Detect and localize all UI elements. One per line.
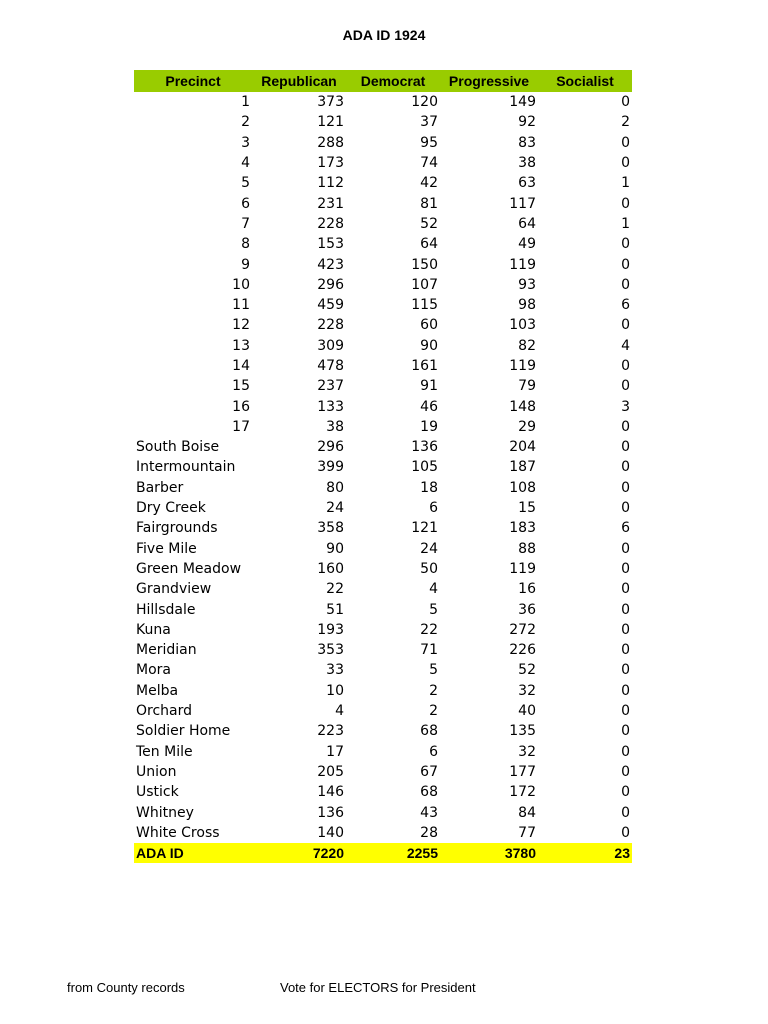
precinct-name: Barber bbox=[136, 479, 184, 496]
cell-republican: 288 bbox=[317, 134, 344, 151]
cell-socialist: 0 bbox=[621, 155, 630, 172]
table-row bbox=[134, 599, 632, 619]
cell-progressive: 98 bbox=[518, 297, 536, 314]
total-republican: 7220 bbox=[252, 843, 346, 863]
table-row bbox=[134, 721, 632, 741]
cell-socialist: 0 bbox=[621, 500, 630, 517]
cell-republican: 173 bbox=[317, 155, 344, 172]
cell-republican: 146 bbox=[317, 784, 344, 801]
cell-progressive: 119 bbox=[509, 560, 536, 577]
cell-socialist: 0 bbox=[621, 479, 630, 496]
cell-socialist: 0 bbox=[621, 601, 630, 618]
cell-republican: 296 bbox=[317, 439, 344, 456]
precinct-name: 6 bbox=[241, 195, 250, 212]
precinct-name: 4 bbox=[241, 155, 250, 172]
cell-democrat: 68 bbox=[420, 723, 438, 740]
cell-socialist: 0 bbox=[621, 621, 630, 638]
precinct-name: 16 bbox=[232, 398, 250, 415]
cell-progressive: 92 bbox=[518, 114, 536, 131]
cell-progressive: 79 bbox=[518, 378, 536, 395]
cell-socialist: 0 bbox=[621, 317, 630, 334]
cell-republican: 136 bbox=[317, 804, 344, 821]
cell-democrat: 19 bbox=[420, 418, 438, 435]
cell-progressive: 117 bbox=[509, 195, 536, 212]
cell-democrat: 37 bbox=[420, 114, 438, 131]
precinct-name: Orchard bbox=[136, 703, 193, 720]
source-note: from County records bbox=[67, 980, 185, 995]
cell-democrat: 71 bbox=[420, 642, 438, 659]
cell-republican: 358 bbox=[317, 520, 344, 537]
precinct-name: 10 bbox=[232, 276, 250, 293]
cell-republican: 22 bbox=[326, 581, 344, 598]
header-republican: Republican bbox=[252, 70, 346, 92]
cell-socialist: 6 bbox=[621, 297, 630, 314]
table-row bbox=[134, 437, 632, 457]
cell-progressive: 177 bbox=[509, 763, 536, 780]
table-row bbox=[134, 498, 632, 518]
cell-socialist: 6 bbox=[621, 520, 630, 537]
cell-republican: 140 bbox=[317, 824, 344, 841]
table-row bbox=[134, 742, 632, 762]
cell-progressive: 40 bbox=[518, 703, 536, 720]
cell-socialist: 0 bbox=[621, 784, 630, 801]
cell-democrat: 60 bbox=[420, 317, 438, 334]
table-row bbox=[134, 315, 632, 335]
table-row bbox=[134, 701, 632, 721]
cell-democrat: 120 bbox=[411, 94, 438, 111]
cell-democrat: 67 bbox=[420, 763, 438, 780]
cell-democrat: 28 bbox=[420, 824, 438, 841]
total-progressive: 3780 bbox=[440, 843, 538, 863]
cell-republican: 228 bbox=[317, 215, 344, 232]
cell-progressive: 77 bbox=[518, 824, 536, 841]
cell-socialist: 0 bbox=[621, 276, 630, 293]
cell-progressive: 204 bbox=[509, 439, 536, 456]
cell-progressive: 93 bbox=[518, 276, 536, 293]
cell-socialist: 0 bbox=[621, 459, 630, 476]
cell-republican: 231 bbox=[317, 195, 344, 212]
cell-republican: 228 bbox=[317, 317, 344, 334]
precinct-name: 7 bbox=[241, 215, 250, 232]
table-row bbox=[134, 92, 632, 112]
cell-progressive: 52 bbox=[518, 662, 536, 679]
cell-progressive: 38 bbox=[518, 155, 536, 172]
cell-republican: 10 bbox=[326, 682, 344, 699]
cell-republican: 309 bbox=[317, 337, 344, 354]
cell-socialist: 0 bbox=[621, 824, 630, 841]
cell-progressive: 183 bbox=[509, 520, 536, 537]
cell-republican: 223 bbox=[317, 723, 344, 740]
cell-republican: 193 bbox=[317, 621, 344, 638]
table-row bbox=[134, 396, 632, 416]
precinct-name: 15 bbox=[232, 378, 250, 395]
precinct-name: Grandview bbox=[136, 581, 212, 598]
vote-note: Vote for ELECTORS for President bbox=[280, 980, 476, 995]
table-row bbox=[134, 478, 632, 498]
total-label: ADA ID bbox=[134, 843, 252, 863]
cell-socialist: 0 bbox=[621, 418, 630, 435]
cell-democrat: 161 bbox=[411, 358, 438, 374]
cell-democrat: 6 bbox=[429, 743, 438, 760]
cell-progressive: 272 bbox=[509, 621, 536, 638]
cell-progressive: 103 bbox=[509, 317, 536, 334]
table-row bbox=[134, 173, 632, 193]
table-body bbox=[134, 92, 632, 843]
precinct-name: White Cross bbox=[136, 824, 220, 841]
cell-democrat: 150 bbox=[411, 256, 438, 273]
table-row bbox=[134, 275, 632, 295]
cell-socialist: 4 bbox=[621, 337, 630, 354]
cell-democrat: 81 bbox=[420, 195, 438, 212]
cell-socialist: 0 bbox=[621, 256, 630, 273]
table-row bbox=[134, 153, 632, 173]
cell-socialist: 0 bbox=[621, 439, 630, 456]
table-row bbox=[134, 295, 632, 315]
precinct-name: 12 bbox=[232, 317, 250, 334]
cell-progressive: 15 bbox=[518, 500, 536, 517]
precinct-name: 11 bbox=[232, 297, 250, 314]
table-row bbox=[134, 193, 632, 213]
cell-socialist: 0 bbox=[621, 642, 630, 659]
cell-republican: 205 bbox=[317, 763, 344, 780]
cell-republican: 24 bbox=[326, 500, 344, 517]
cell-socialist: 0 bbox=[621, 804, 630, 821]
cell-socialist: 0 bbox=[621, 540, 630, 557]
precinct-name: Dry Creek bbox=[136, 500, 206, 517]
cell-republican: 459 bbox=[317, 297, 344, 314]
table-row bbox=[134, 112, 632, 132]
cell-socialist: 0 bbox=[621, 236, 630, 253]
cell-democrat: 6 bbox=[429, 500, 438, 517]
total-socialist: 23 bbox=[538, 843, 632, 863]
cell-democrat: 90 bbox=[420, 337, 438, 354]
cell-democrat: 74 bbox=[420, 155, 438, 172]
cell-republican: 121 bbox=[317, 114, 344, 131]
cell-socialist: 0 bbox=[621, 723, 630, 740]
cell-republican: 33 bbox=[326, 662, 344, 679]
cell-democrat: 18 bbox=[420, 479, 438, 496]
cell-socialist: 0 bbox=[621, 703, 630, 720]
table-row bbox=[134, 681, 632, 701]
precinct-name: Fairgrounds bbox=[136, 520, 218, 537]
table-row bbox=[134, 620, 632, 640]
cell-progressive: 149 bbox=[509, 94, 536, 111]
cell-republican: 423 bbox=[317, 256, 344, 273]
cell-democrat: 43 bbox=[420, 804, 438, 821]
cell-democrat: 115 bbox=[411, 297, 438, 314]
precinct-name: Meridian bbox=[136, 642, 197, 659]
cell-progressive: 64 bbox=[518, 215, 536, 232]
page-title: ADA ID 1924 bbox=[342, 27, 426, 43]
cell-progressive: 36 bbox=[518, 601, 536, 618]
precinct-name: Hillsdale bbox=[136, 601, 196, 618]
precinct-name: Union bbox=[136, 763, 177, 780]
table-row bbox=[134, 823, 632, 843]
cell-socialist: 0 bbox=[621, 195, 630, 212]
cell-democrat: 5 bbox=[429, 662, 438, 679]
cell-progressive: 32 bbox=[518, 743, 536, 760]
cell-socialist: 0 bbox=[621, 378, 630, 395]
cell-progressive: 16 bbox=[518, 581, 536, 598]
cell-socialist: 0 bbox=[621, 94, 630, 111]
results-table bbox=[134, 70, 632, 863]
table-row bbox=[134, 762, 632, 782]
header-socialist: Socialist bbox=[538, 70, 632, 92]
cell-republican: 399 bbox=[317, 459, 344, 476]
cell-progressive: 83 bbox=[518, 134, 536, 151]
cell-democrat: 46 bbox=[420, 398, 438, 415]
table-row bbox=[134, 802, 632, 822]
table-row bbox=[134, 539, 632, 559]
header-precinct: Precinct bbox=[134, 70, 252, 92]
precinct-name: 5 bbox=[241, 175, 250, 192]
precinct-name: Five Mile bbox=[136, 540, 197, 557]
cell-progressive: 32 bbox=[518, 682, 536, 699]
cell-socialist: 0 bbox=[621, 743, 630, 760]
cell-progressive: 29 bbox=[518, 418, 536, 435]
cell-republican: 51 bbox=[326, 601, 344, 618]
cell-democrat: 52 bbox=[420, 215, 438, 232]
precinct-name: Mora bbox=[136, 662, 171, 679]
table-row bbox=[134, 214, 632, 234]
cell-democrat: 136 bbox=[411, 439, 438, 456]
table-row bbox=[134, 579, 632, 599]
table-row bbox=[134, 782, 632, 802]
cell-socialist: 0 bbox=[621, 560, 630, 577]
cell-progressive: 119 bbox=[509, 358, 536, 374]
cell-socialist: 3 bbox=[621, 398, 630, 415]
precinct-name: Whitney bbox=[136, 804, 194, 821]
cell-progressive: 135 bbox=[509, 723, 536, 740]
table-row bbox=[134, 559, 632, 579]
cell-democrat: 91 bbox=[420, 378, 438, 395]
cell-socialist: 1 bbox=[621, 215, 630, 232]
table-row bbox=[134, 336, 632, 356]
precinct-name: 2 bbox=[241, 114, 250, 131]
table-row bbox=[134, 254, 632, 274]
table-row bbox=[134, 640, 632, 660]
cell-republican: 4 bbox=[335, 703, 344, 720]
cell-democrat: 22 bbox=[420, 621, 438, 638]
precinct-name: 9 bbox=[241, 256, 250, 273]
precinct-name: 1 bbox=[241, 94, 250, 111]
cell-republican: 90 bbox=[326, 540, 344, 557]
cell-republican: 237 bbox=[317, 378, 344, 395]
total-democrat: 2255 bbox=[346, 843, 440, 863]
cell-democrat: 50 bbox=[420, 560, 438, 577]
cell-republican: 17 bbox=[326, 743, 344, 760]
cell-socialist: 0 bbox=[621, 662, 630, 679]
cell-democrat: 95 bbox=[420, 134, 438, 151]
precinct-name: South Boise bbox=[136, 439, 220, 456]
cell-republican: 112 bbox=[317, 175, 344, 192]
table-row bbox=[134, 518, 632, 538]
precinct-name: 3 bbox=[241, 134, 250, 151]
cell-republican: 478 bbox=[317, 358, 344, 374]
cell-socialist: 0 bbox=[621, 581, 630, 598]
cell-republican: 153 bbox=[317, 236, 344, 253]
header-progressive: Progressive bbox=[440, 70, 538, 92]
precinct-name: Green Meadow bbox=[136, 560, 242, 577]
cell-progressive: 148 bbox=[509, 398, 536, 415]
cell-democrat: 64 bbox=[420, 236, 438, 253]
cell-democrat: 107 bbox=[411, 276, 438, 293]
cell-progressive: 84 bbox=[518, 804, 536, 821]
cell-progressive: 82 bbox=[518, 337, 536, 354]
cell-socialist: 2 bbox=[621, 114, 630, 131]
cell-democrat: 4 bbox=[429, 581, 438, 598]
precinct-name: 14 bbox=[232, 358, 250, 374]
cell-progressive: 108 bbox=[509, 479, 536, 496]
precinct-name: Ten Mile bbox=[136, 743, 193, 760]
cell-democrat: 24 bbox=[420, 540, 438, 557]
precinct-name: Soldier Home bbox=[136, 723, 231, 740]
cell-progressive: 88 bbox=[518, 540, 536, 557]
cell-republican: 296 bbox=[317, 276, 344, 293]
cell-republican: 373 bbox=[317, 94, 344, 111]
cell-progressive: 119 bbox=[509, 256, 536, 273]
cell-progressive: 172 bbox=[509, 784, 536, 801]
cell-progressive: 226 bbox=[509, 642, 536, 659]
table-row bbox=[134, 457, 632, 477]
cell-democrat: 68 bbox=[420, 784, 438, 801]
precinct-name: Melba bbox=[136, 682, 179, 699]
cell-democrat: 2 bbox=[429, 682, 438, 699]
cell-republican: 133 bbox=[317, 398, 344, 415]
cell-progressive: 49 bbox=[518, 236, 536, 253]
cell-democrat: 42 bbox=[420, 175, 438, 192]
cell-socialist: 0 bbox=[621, 134, 630, 151]
cell-republican: 38 bbox=[326, 418, 344, 435]
precinct-name: Ustick bbox=[136, 784, 179, 801]
cell-socialist: 0 bbox=[621, 358, 630, 374]
cell-democrat: 105 bbox=[411, 459, 438, 476]
table-row bbox=[134, 356, 632, 376]
precinct-name: 13 bbox=[232, 337, 250, 354]
table-row bbox=[134, 376, 632, 396]
table-row bbox=[134, 133, 632, 153]
cell-democrat: 5 bbox=[429, 601, 438, 618]
cell-socialist: 0 bbox=[621, 763, 630, 780]
table-row bbox=[134, 417, 632, 437]
table-row bbox=[134, 234, 632, 254]
cell-republican: 353 bbox=[317, 642, 344, 659]
cell-socialist: 1 bbox=[621, 175, 630, 192]
table-header-row bbox=[134, 70, 632, 92]
cell-socialist: 0 bbox=[621, 682, 630, 699]
cell-progressive: 63 bbox=[518, 175, 536, 192]
cell-republican: 80 bbox=[326, 479, 344, 496]
cell-democrat: 121 bbox=[411, 520, 438, 537]
precinct-name: Kuna bbox=[136, 621, 171, 638]
total-row bbox=[134, 843, 632, 863]
header-democrat: Democrat bbox=[346, 70, 440, 92]
cell-democrat: 2 bbox=[429, 703, 438, 720]
precinct-name: 8 bbox=[241, 236, 250, 253]
cell-republican: 160 bbox=[317, 560, 344, 577]
cell-progressive: 187 bbox=[509, 459, 536, 476]
precinct-name: 17 bbox=[232, 418, 250, 435]
precinct-name: Intermountain bbox=[136, 459, 236, 476]
table-row bbox=[134, 660, 632, 680]
